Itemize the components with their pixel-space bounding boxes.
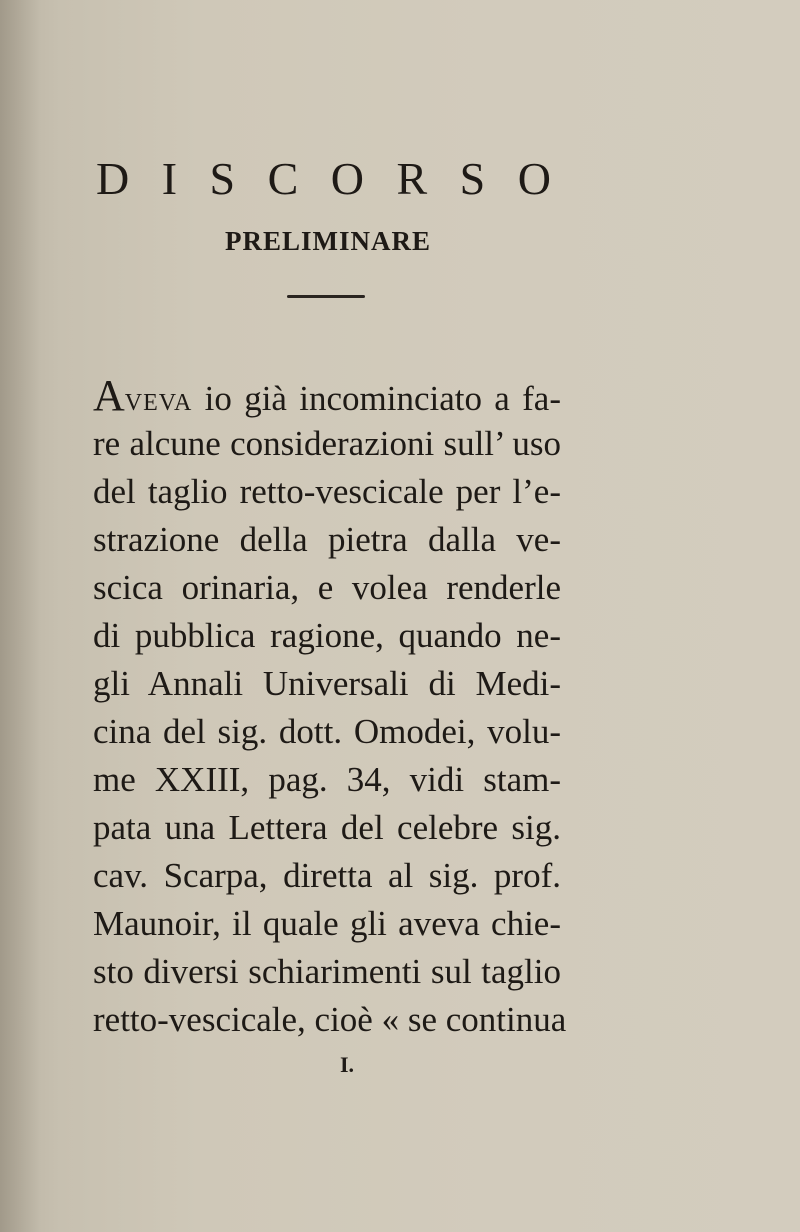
text-line: retto-vescicale, cioè « se continua [93, 1000, 567, 1039]
text-line: cav. Scarpa, diretta al sig. prof. [93, 856, 561, 895]
page-subtitle: PRELIMINARE [225, 226, 432, 256]
text-line-first [93, 372, 561, 420]
title-letter: O [517, 153, 551, 204]
title-letter: S [209, 153, 236, 204]
text-line: pata una Lettera del celebre sig. [93, 808, 561, 847]
page-title [96, 152, 551, 205]
text-line: scica orinaria, e volea renderle [93, 568, 561, 607]
title-letter: R [396, 153, 428, 204]
drop-initial: A [93, 371, 125, 420]
text-line: me XXIII, pag. 34, vidi stam- [93, 760, 561, 799]
title-letter: S [459, 153, 486, 204]
text-line: Maunoir, il quale gli aveva chie- [93, 904, 561, 943]
text-line: re alcune considerazioni sull’ uso [93, 424, 561, 463]
text-line: di pubblica ragione, quando ne- [93, 616, 561, 655]
text-line: strazione della pietra dalla ve- [93, 520, 561, 559]
text-line: sto diversi schiarimenti sul taglio [93, 952, 561, 991]
text-line-content: io già incominciato a fa- [204, 379, 561, 418]
text-line: del taglio retto-vescicale per l’e- [93, 472, 561, 511]
body-text [93, 371, 567, 1044]
text-line: gli Annali Universali di Medi- [93, 664, 561, 703]
small-caps-word: VEVA [124, 390, 193, 416]
title-letter: O [330, 153, 365, 204]
title-letter: C [267, 153, 299, 204]
page-edge-shadow [0, 0, 40, 1232]
title-rule-divider [287, 295, 365, 298]
text-line: cina del sig. dott. Omodei, volu- [93, 712, 561, 751]
title-letter: I [161, 153, 178, 204]
signature-mark: I. [340, 1052, 355, 1077]
title-letter: D [96, 153, 130, 204]
